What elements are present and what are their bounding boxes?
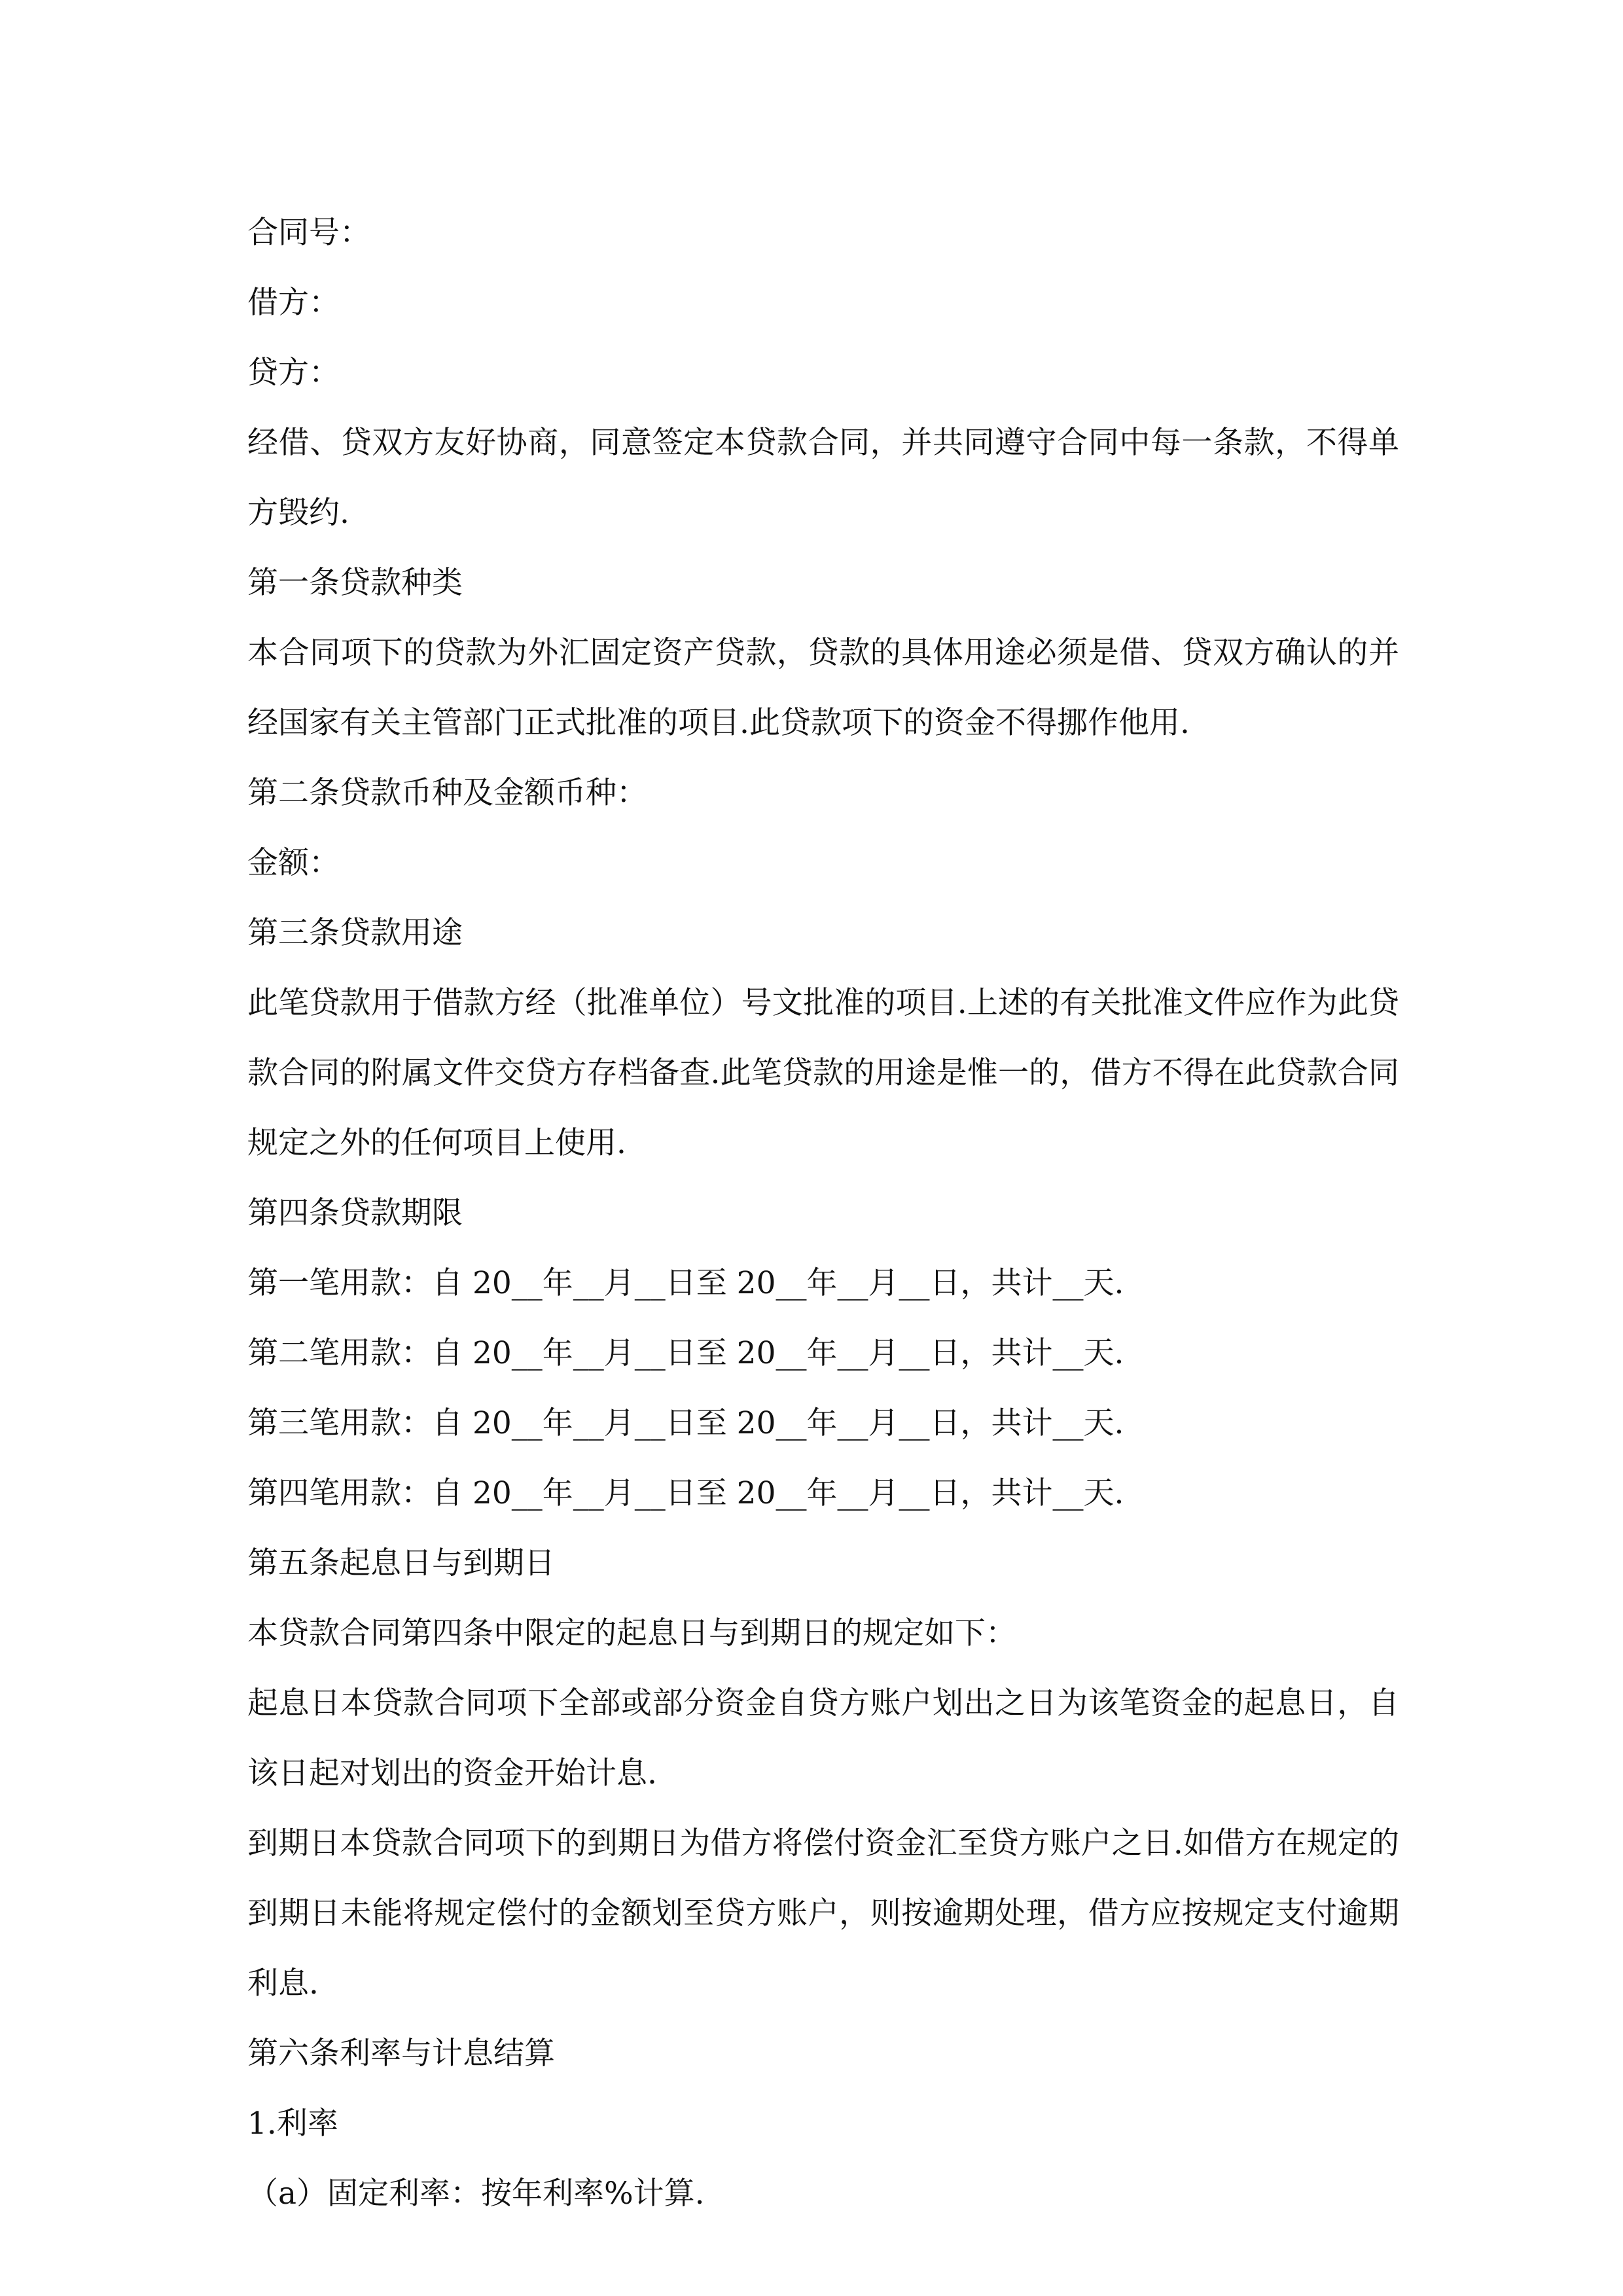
contract-body bbox=[247, 198, 1399, 2229]
interest-rate-subheading: 1.利率 bbox=[247, 2106, 338, 2142]
borrower-field: 借方： bbox=[247, 285, 340, 321]
article-1-heading: 第一条贷款种类 bbox=[247, 565, 463, 601]
article-4-heading: 第四条贷款期限 bbox=[247, 1195, 463, 1231]
fixed-rate-line: （a）固定利率：按年利率%计算. bbox=[247, 2176, 705, 2212]
lender-field: 贷方： bbox=[247, 355, 340, 391]
drawdown-4-line: 第四笔用款：自 20__年__月__日至 20__年__月__日，共计__天. bbox=[247, 1475, 1124, 1511]
article-1-paragraph: 本合同项下的贷款为外汇固定资产贷款，贷款的具体用途必须是借、贷双方确认的并经国家有关主管部门正式批准的项目.此贷款项下的资金不得挪作他用. bbox=[247, 635, 1399, 741]
article-5-intro: 本贷款合同第四条中限定的起息日与到期日的规定如下： bbox=[247, 1615, 1016, 1651]
article-5-heading: 第五条起息日与到期日 bbox=[247, 1545, 555, 1581]
drawdown-2-line: 第二笔用款：自 20__年__月__日至 20__年__月__日，共计__天. bbox=[247, 1335, 1124, 1371]
article-3-heading: 第三条贷款用途 bbox=[247, 915, 463, 951]
maturity-date-paragraph: 到期日本贷款合同项下的到期日为借方将偿付资金汇至贷方账户之日.如借方在规定的到期日未能将规定偿付的金额划至贷方账户，则按逾期处理，借方应按规定支付逾期利息. bbox=[247, 1825, 1399, 2001]
article-6-heading: 第六条利率与计息结算 bbox=[247, 2036, 555, 2072]
preamble-paragraph: 经借、贷双方友好协商，同意签定本贷款合同，并共同遵守合同中每一条款，不得单方毁约. bbox=[247, 425, 1399, 531]
drawdown-3-line: 第三笔用款：自 20__年__月__日至 20__年__月__日，共计__天. bbox=[247, 1405, 1124, 1441]
contract-number-field: 合同号： bbox=[247, 215, 370, 251]
amount-field: 金额： bbox=[247, 845, 340, 881]
drawdown-1-line: 第一笔用款：自 20__年__月__日至 20__年__月__日，共计__天. bbox=[247, 1265, 1124, 1301]
article-3-paragraph: 此笔贷款用于借款方经（批准单位）号文批准的项目.上述的有关批准文件应作为此贷款合同的附属文件交贷方存档备查.此笔贷款的用途是惟一的，借方不得在此贷款合同规定之外的任何项目上使用. bbox=[247, 985, 1399, 1161]
value-date-paragraph: 起息日本贷款合同项下全部或部分资金自贷方账户划出之日为该笔资金的起息日，自该日起对划出的资金开始计息. bbox=[247, 1685, 1399, 1791]
article-2-heading: 第二条贷款币种及金额币种： bbox=[247, 775, 647, 811]
